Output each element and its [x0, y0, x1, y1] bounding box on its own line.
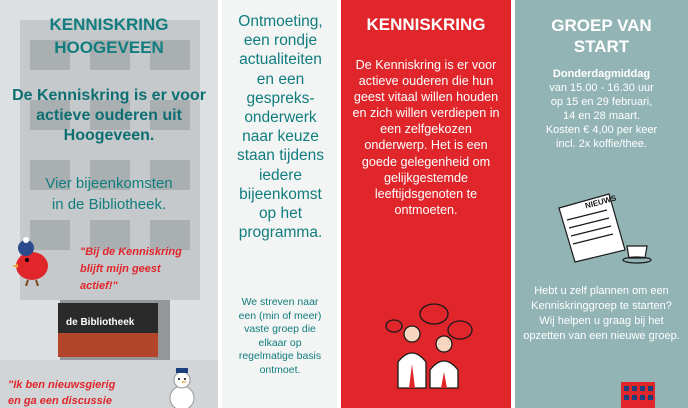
schedule-cost: Kosten € 4,00 per keer — [545, 124, 658, 136]
group-line: regelmatige basis — [238, 350, 322, 362]
program-line: onderwerk — [244, 109, 317, 126]
discussion-people-icon — [374, 300, 479, 390]
groep-title-line-1: GROEP VAN — [551, 16, 652, 35]
bird-icon — [10, 234, 54, 286]
kenniskring-column — [341, 0, 511, 408]
schedule-dates-1: op 15 en 29 februari, — [550, 96, 653, 108]
program-line: Ontmoeting, — [238, 13, 323, 30]
program-line: en een — [256, 70, 305, 88]
program-line: naar keuze — [242, 128, 319, 146]
program-line: op het — [258, 205, 303, 222]
program-line: gespreks- — [246, 89, 315, 107]
quote-2-line-1: "Ik ben nieuwsgierig — [8, 379, 116, 391]
group-line: elkaar op — [258, 336, 302, 349]
help-text: Hebt u zelf plannen om een Kenniskringgroep te starten? Wij helpen u graag bij het opzetten van een nieuwe groep. — [523, 285, 680, 342]
library-sign-text: de Bibliotheek — [66, 317, 135, 328]
snowman-icon — [164, 368, 200, 408]
group-line: ontmoet. — [259, 363, 301, 376]
groep-title-line-2: START — [573, 37, 630, 56]
program-line: een rondje — [243, 32, 318, 50]
schedule-day: Donderdagmiddag — [552, 68, 651, 80]
schedule-dates-2: 14 en 28 maart. — [562, 110, 641, 122]
group-line: een (min of meer) — [238, 309, 322, 322]
quote-1-line-1: "Bij de Kenniskring — [80, 246, 182, 258]
meetings-line-1: Vier bijeenkomsten — [45, 175, 173, 192]
intro-line-2: actieve ouderen uit — [36, 107, 182, 124]
group-line: We streven naar — [241, 296, 319, 308]
intro-line-1: De Kenniskring is er voor — [12, 87, 206, 104]
program-line: actualiteiten — [239, 51, 322, 69]
schedule-incl: incl. 2x koffie/thee. — [556, 138, 647, 150]
program-line: bijeenkomst — [239, 185, 322, 203]
program-line: iedere — [258, 166, 303, 184]
intro-column — [0, 0, 218, 408]
kenniskring-title: KENNISKRING — [366, 15, 486, 34]
groep-title — [515, 15, 688, 57]
intro-line-3: Hoogeveen. — [63, 127, 155, 144]
quote-1-line-3: actief!" — [80, 280, 118, 292]
library-sign — [58, 303, 158, 357]
kenniskring-body: De Kenniskring is er voor actieve ouderen die hun geest vitaal willen houden en zich willen verdiepen in een zelfgekozen onderwerp. Het is een goede gelegenheid om gelijkgestemde leeftijdsgenoten te ontmoeten. — [352, 58, 500, 217]
program-line: programma. — [238, 224, 323, 242]
newspaper-label: NIEUWS — [584, 193, 618, 211]
quote-1-line-2: blijft mijn geest — [80, 263, 161, 275]
schedule-info — [523, 67, 680, 151]
quote-2-line-2: en ga een discussie — [8, 395, 112, 407]
newspaper-coffee-icon — [555, 190, 655, 264]
title-line-1: KENNISKRING — [49, 15, 169, 34]
calendar-icon — [621, 382, 655, 408]
groep-van-start-column — [515, 0, 688, 408]
schedule-time: van 15.00 - 16.30 uur — [549, 82, 654, 94]
title-line-2: HOOGEVEEN — [54, 38, 164, 57]
program-line: staan tijdens — [236, 147, 325, 165]
program-column — [222, 0, 337, 408]
meetings-line-2: in de Bibliotheek. — [51, 196, 167, 213]
group-line: vaste groep die — [244, 323, 316, 335]
